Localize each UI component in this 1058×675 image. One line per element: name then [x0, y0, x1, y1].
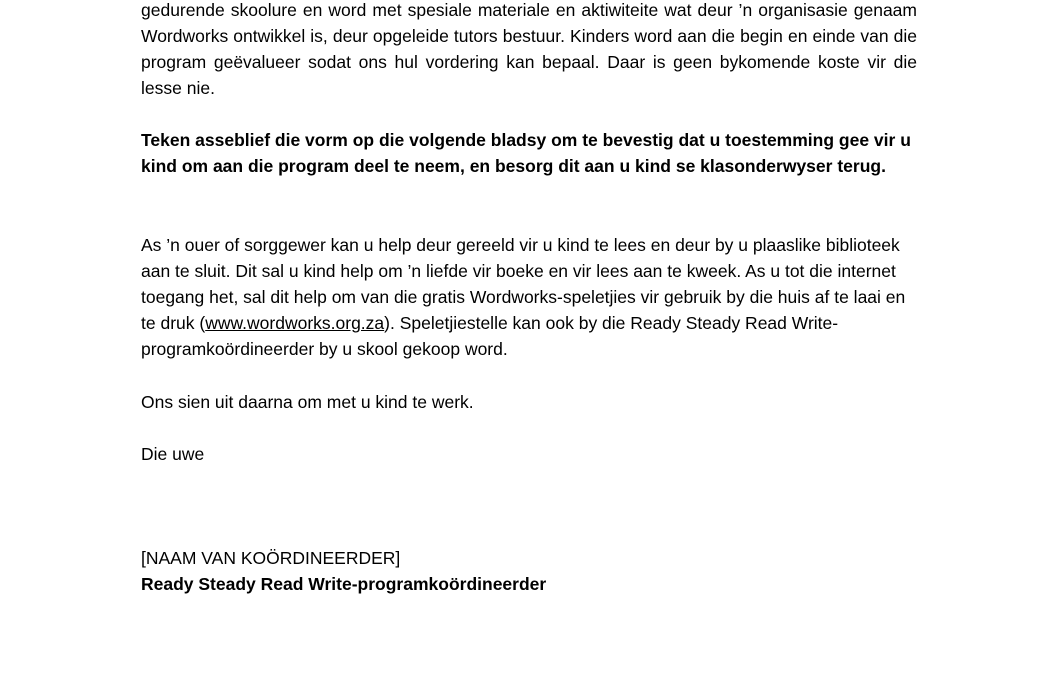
- closing-paragraph: Ons sien uit daarna om met u kind te werk.: [141, 392, 474, 412]
- sign-off: Die uwe: [141, 444, 205, 464]
- intro-paragraph: gedurende skoolure en word met spesiale materiale en aktiwiteite wat deur ’n organisasie genaam Wordworks ontwikkel is, deur opgeleide tutors bestuur. Kinders word aan die begin en einde van die program geëvalueer sodat ons hul vordering kan bepaal. Daar is geen bykomende koste vir die lesse nie.: [141, 0, 917, 98]
- parent-help-text-end: ). Speletjiestelle kan ook by die Ready Steady Read Write-programkoördineerder by u skool gekoop word.: [141, 313, 839, 359]
- consent-instruction-paragraph: Teken asseblief die vorm op die volgende bladsy om te bevestig dat u toestemming gee vir u kind om aan die program deel te neem, en besorg dit aan u kind se klasonderwyser terug.: [141, 130, 911, 176]
- parent-help-text-start: As ’n ouer of sorggewer kan u help deur gereeld vir u kind te lees en deur by u plaaslike biblioteek aan te sluit. Dit sal u kind help om ’n liefde vir boeke en vir lees aan te kweek. As u tot die internet toegang het, sal dit help om van die gratis Wordworks-speletjies vir gebruik by die huis af te laai en te druk (: [141, 235, 906, 333]
- parent-help-paragraph: [141, 232, 917, 362]
- signature-title: Ready Steady Read Write-programkoördineerder: [141, 574, 547, 594]
- wordworks-website-link[interactable]: www.wordworks.org.za: [205, 313, 385, 333]
- signature-name: [NAAM VAN KOÖRDINEERDER]: [141, 548, 401, 568]
